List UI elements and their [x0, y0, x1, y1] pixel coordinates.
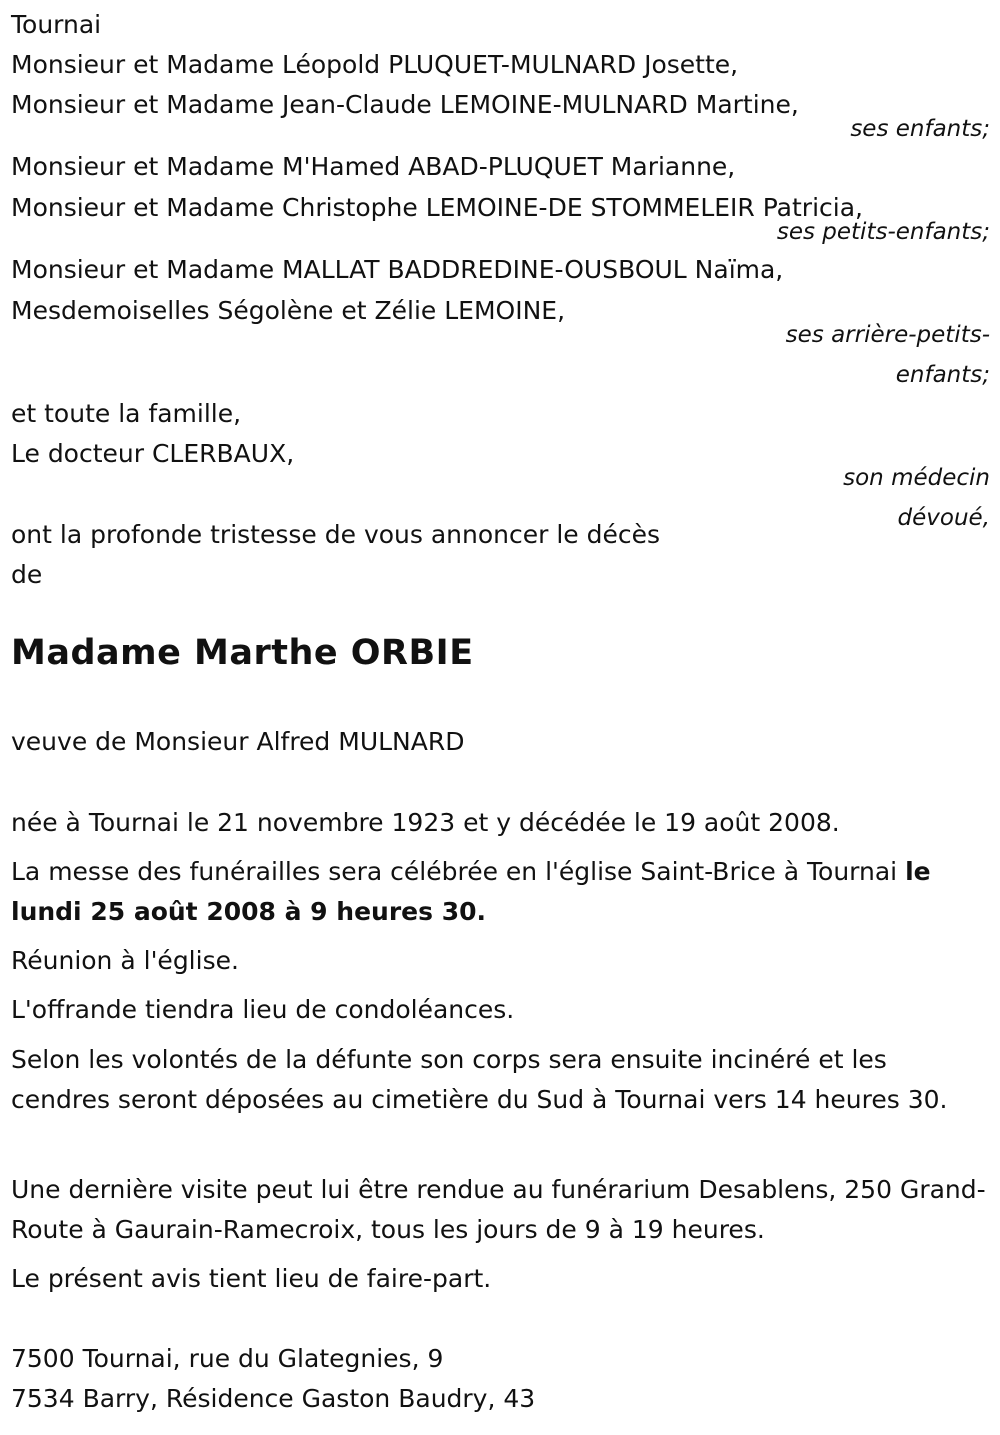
grandchild-line-1: Monsieur et Madame M'Hamed ABAD-PLUQUET Marianne, [11, 152, 736, 181]
mass-text: La messe des funérailles sera célébrée en l'église Saint-Brice à Tournai [11, 857, 906, 886]
great-grandchildren-role-1: ses arrière-petits- [785, 322, 990, 348]
meeting-line: Réunion à l'église. [11, 946, 239, 975]
cremation-paragraph: Selon les volontés de la défunte son corps sera ensuite incinéré et les cendres seront déposées au cimetière du Sud à Tournai vers 14 heures 30. [11, 1045, 948, 1114]
widow-of: veuve de Monsieur Alfred MULNARD [11, 727, 465, 756]
city-header: Tournai [11, 10, 102, 39]
mass-date: le lundi 25 août 2008 à 9 heures 30. [11, 857, 931, 926]
notice-line: Le présent avis tient lieu de faire-part. [11, 1264, 492, 1293]
great-grandchild-line-2: Mesdemoiselles Ségolène et Zélie LEMOINE, [11, 296, 566, 325]
grandchildren-role: ses petits-enfants; [776, 219, 990, 245]
child-line-2: Monsieur et Madame Jean-Claude LEMOINE-MULNARD Martine, [11, 90, 799, 119]
family-line: et toute la famille, [11, 399, 242, 428]
address-1: 7500 Tournai, rue du Glategnies, 9 [11, 1344, 444, 1373]
children-role: ses enfants; [850, 116, 990, 142]
doctor-name: Le docteur CLERBAUX, [11, 439, 295, 468]
address-2: 7534 Barry, Résidence Gaston Baudry, 43 [11, 1384, 536, 1413]
great-grandchild-line-1: Monsieur et Madame MALLAT BADDREDINE-OUSBOUL Naïma, [11, 255, 784, 284]
doctor-role-2: dévoué, [897, 505, 990, 531]
offering-line: L'offrande tiendra lieu de condoléances. [11, 995, 515, 1024]
birth-death: née à Tournai le 21 novembre 1923 et y décédée le 19 août 2008. [11, 808, 840, 837]
great-grandchildren-role-2: enfants; [895, 362, 990, 388]
visit-paragraph: Une dernière visite peut lui être rendue au funérarium Desablens, 250 Grand-Route à Gaurain-Ramecroix, tous les jours de 9 à 19 heures. [11, 1175, 986, 1244]
announcement-line-1: ont la profonde tristesse de vous annoncer le décès [11, 520, 661, 549]
child-line-1: Monsieur et Madame Léopold PLUQUET-MULNARD Josette, [11, 50, 739, 79]
mass-paragraph [11, 852, 986, 932]
deceased-name: Madame Marthe ORBIE [11, 633, 474, 673]
announcement-line-2: de [11, 560, 43, 589]
doctor-role-1: son médecin [843, 465, 990, 491]
grandchild-line-2: Monsieur et Madame Christophe LEMOINE-DE STOMMELEIR Patricia, [11, 193, 863, 222]
